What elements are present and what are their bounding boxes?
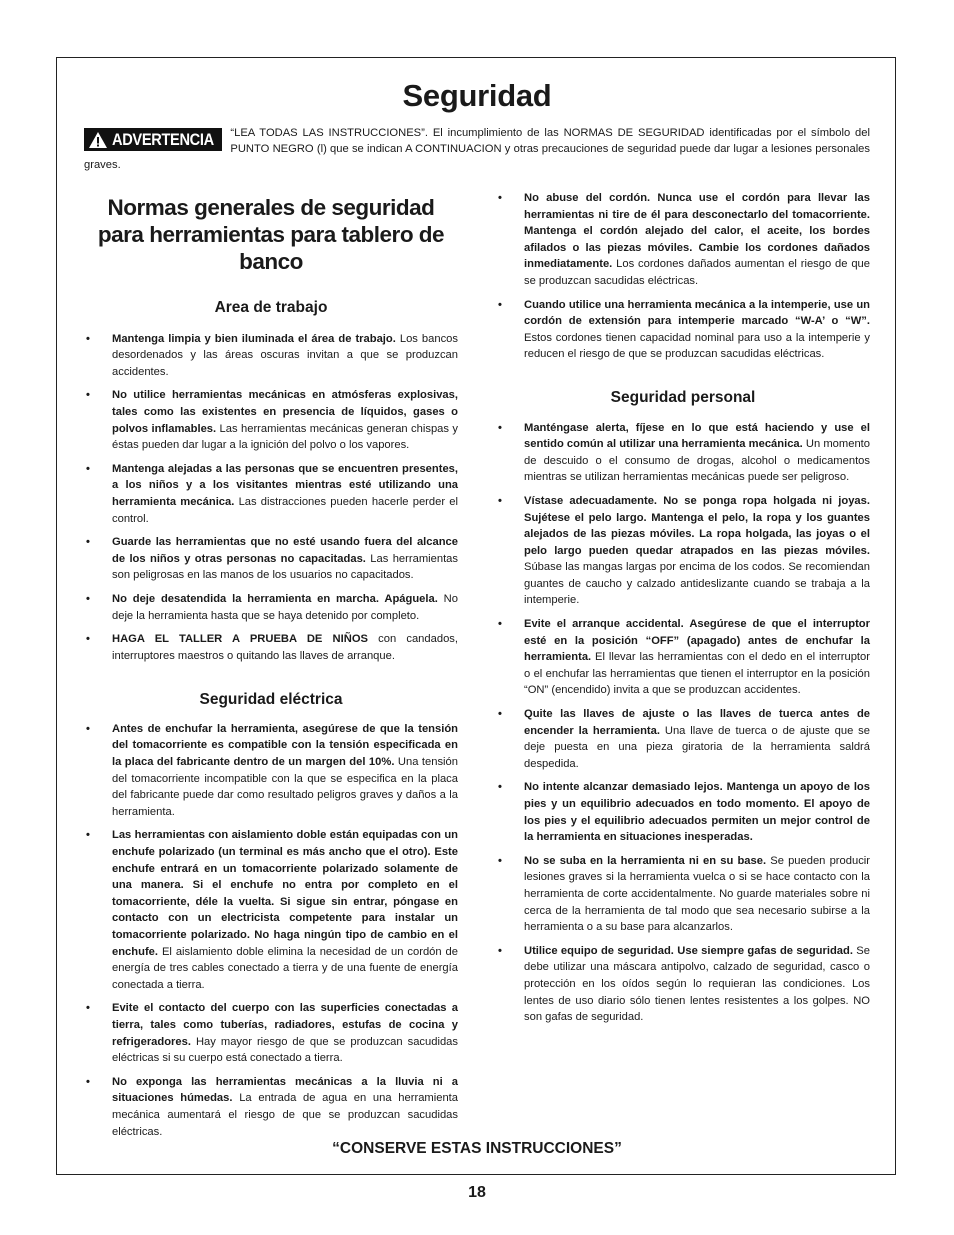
item-text: Se pueden producir lesiones graves si la herramienta vuelca o si se hace contacto con la herramienta de corte accidentalmente. No guarde materiales sobre ni cerca de la herramienta de tal modo que sea necesario subirse a la herramienta o a su base para alcanzarlos. — [524, 854, 870, 934]
list-item — [496, 297, 870, 363]
item-text: Las herramientas mecánicas generan chispas y éstas pueden dar lugar a la ignición del polvo o los vapores. — [112, 422, 458, 452]
item-text: El llevar las herramientas con el dedo en el interruptor o el enchufar las herramientas que tienen el interruptor en la posición “ON” (encendido) invita a que se produzcan accidentes. — [524, 651, 870, 697]
warning-triangle-icon — [88, 131, 108, 149]
warning-text: “LEA TODAS LAS INSTRUCCIONES”. El incumplimiento de las NORMAS DE SEGURIDAD identificadas por el símbolo del PUNTO NEGRO (l) que se indican A CONTINUACION y otras precauciones de seguridad puede dar lugar a lesiones personales graves. — [84, 127, 870, 171]
item-bold-text: Cuando utilice una herramienta mecánica a la intemperie, use un cordón de extensión para intemperie marcado “W-A’ o “W”. — [524, 298, 870, 328]
personal-title: Seguridad personal — [610, 388, 756, 406]
item-bold-text: No deje desatendida la herramienta en marcha. Apáguela. — [112, 592, 438, 605]
bullet-icon: • — [498, 781, 502, 794]
right-column — [496, 190, 870, 1026]
list-item — [84, 827, 458, 993]
item-text: Un momento de descuido o el consumo de drogas, alcohol o medicamentos mientras se utilizan herramientas mecánicas puede ser peligroso. — [524, 438, 870, 484]
item-bold-text: Antes de enchufar la herramienta, asegúrese de que la tensión del tomacorriente es compatible con la tensión especificada en la placa del fabricante dentro de un margen del 10%. — [112, 722, 458, 769]
item-bold-text: HAGA EL TALLER A PRUEBA DE NIÑOS — [112, 633, 368, 646]
item-text: Las distracciones pueden hacerle perder el control. — [112, 495, 458, 525]
bullet-icon: • — [498, 854, 502, 867]
item-bold-text: No utilice herramientas mecánicas en atmósferas explosivas, tales como las existentes en presencia de líquidos, gases o polvos inflamables. — [112, 389, 458, 435]
bullet-icon: • — [86, 1075, 90, 1088]
left-column — [84, 190, 458, 1140]
item-text: Se debe utilizar una máscara antipolvo, calzado de seguridad, casco o protección en los oídos según lo requieran las condiciones. Los lentes de uso diario sólo tienen lentes resistentes a los golpes. NO son gafas de seguridad. — [524, 944, 870, 1024]
list-item — [84, 1000, 458, 1066]
list-item — [84, 721, 458, 821]
bullet-icon: • — [498, 421, 502, 434]
item-bold-text: Manténgase alerta, fíjese en lo que está haciendo y use el sentido común al utilizar una herramienta mecánica. — [524, 421, 870, 451]
list-item — [84, 461, 458, 527]
list-item — [84, 534, 458, 584]
item-text: Los bancos desordenados y las áreas oscuras invitan a que se produzcan accidentes. — [112, 332, 458, 378]
item-bold-text: Guarde las herramientas que no esté usando fuera del alcance de los niños y otras personas no capacitadas. — [112, 536, 458, 565]
bullet-icon: • — [498, 618, 502, 631]
item-bold-text: No exponga las herramientas mecánicas a la lluvia ni a situaciones húmedas. — [112, 1075, 458, 1105]
list-item — [496, 420, 870, 486]
page-number: 18 — [468, 1184, 486, 1201]
item-bold-text: Evite el contacto del cuerpo con las superficies conectadas a tierra, tales como tuberías, radiadores, estufas de cocina y refrigeradores. — [112, 1002, 458, 1048]
work-area-title: Area de trabajo — [214, 299, 328, 316]
item-bold-text: Mantenga alejadas a las personas que se encuentren presentes, a los niños y a los visitantes mientras esté utilizando una herramienta mecánica. — [112, 462, 458, 508]
electrical-list — [84, 721, 458, 1140]
item-bold-text: Evite el arranque accidental. Asegúrese de que el interruptor esté en la posición “OFF” (apagado) antes de enchufar la herramienta. — [524, 618, 870, 664]
list-item — [84, 387, 458, 453]
bullet-icon: • — [86, 536, 90, 549]
item-text: con candados, interruptores maestros o quitando las llaves de arranque. — [112, 633, 458, 662]
bullet-icon: • — [86, 633, 90, 646]
item-text: Una tensión del tomacorriente incompatible con la que se especifica en la placa del fabricante puede dar como resultado peligros graves y daños a la herramienta. — [112, 756, 458, 818]
item-bold-text: No abuse del cordón. Nunca use el cordón para llevar las herramientas ni tire de él para desconectarlo del tomacorriente. Mantenga el cordón alejado del calor, el aceite, los bordes afilados o las piezas móviles. Cambie los cordones dañados inmediatamente. — [524, 192, 870, 271]
list-item — [496, 779, 870, 845]
bullet-icon: • — [86, 592, 90, 605]
list-item — [496, 706, 870, 772]
list-item — [496, 616, 870, 699]
bullet-icon: • — [86, 389, 90, 402]
bullet-icon: • — [498, 192, 502, 204]
bullet-icon: • — [498, 494, 502, 507]
bullet-icon: • — [86, 462, 90, 475]
list-item — [496, 190, 870, 290]
list-item — [84, 631, 458, 664]
bullet-icon: • — [86, 1002, 90, 1015]
item-text: La entrada de agua en una herramienta mecánica aumentará el riesgo de que se produzcan sacudidas eléctricas. — [112, 1092, 458, 1138]
bullet-icon: • — [498, 298, 502, 311]
bullet-icon: • — [86, 722, 90, 735]
item-text: Los cordones dañados aumentan el riesgo de que se produzcan sacudidas eléctricas. — [524, 258, 870, 287]
warning-notice — [84, 125, 870, 173]
item-text: Las herramientas son peligrosas en las manos de los usuarios no capacitados. — [112, 552, 459, 582]
warning-badge-label: ADVERTENCIA — [112, 129, 214, 149]
item-bold-text: Mantenga limpia y bien iluminada el área de trabajo. — [112, 332, 396, 345]
list-item — [84, 591, 458, 624]
warning-badge — [84, 128, 222, 151]
bullet-icon: • — [86, 332, 90, 345]
footer-note: “CONSERVE ESTAS INSTRUCCIONES” — [332, 1140, 622, 1157]
item-text: Una llave de tuerca o de ajuste que se deje puesta en una pieza giratoria de la herramienta saldrá despedida. — [524, 724, 870, 770]
list-item — [496, 943, 870, 1026]
item-text: No deje la herramienta hasta que se haya detenido por completo. — [112, 592, 458, 622]
item-text: El aislamiento doble elimina la necesidad de un cordón de energía de tres cables conectado a tierra y de una fuente de energía conectada a tierra. — [112, 945, 458, 991]
item-text: Súbase las mangas largas por encima de los codos. Se recomiendan guantes de caucho y calzado antideslizante cuando se trabaja a la intemperie. — [524, 561, 870, 607]
item-bold-text: No se suba en la herramienta ni en su base. — [524, 854, 767, 867]
item-bold-text: Las herramientas con aislamiento doble están equipadas con un enchufe polarizado (un terminal es más ancho que el otro). Este enchufe entrará en un tomacorriente polarizado solamente de una manera. Si el enchufe no entra por completo en el tomacorriente, déle la vuelta. Si sigue sin entrar, póngase en contacto con un electricista competente para instalar un tomacorriente polarizado. No haga ningún tipo de cambio en el enchufe. — [112, 829, 458, 958]
personal-list — [496, 420, 870, 1026]
list-item — [84, 331, 458, 381]
work-area-list — [84, 331, 458, 665]
bullet-icon: • — [498, 944, 502, 957]
item-text: Hay mayor riesgo de que se produzcan sacudidas eléctricas si su cuerpo está conectado a tierra. — [112, 1035, 458, 1065]
list-item — [496, 493, 870, 609]
electrical-title: Seguridad eléctrica — [199, 691, 343, 709]
item-bold-text: Vístase adecuadamente. No se ponga ropa holgada ni joyas. Sujétese el pelo largo. Mantenga el pelo, la ropa y los guantes alejados de las piezas móviles. La ropa holgada, las joyas o el pelo largo pueden quedar atrapados en las piezas móviles. — [524, 494, 870, 557]
electrical-cont-list — [496, 190, 870, 363]
bullet-icon: • — [498, 708, 502, 721]
section-title: Normas generales de seguridad para herramientas para tablero de banco — [97, 195, 445, 274]
item-bold-text: No intente alcanzar demasiado lejos. Mantenga un apoyo de los pies y un equilibrio adecuados en todo momento. El apoyo de los pies y el equilibrio adecuados permiten un mejor control de la herramienta en situaciones inesperadas. — [524, 781, 870, 844]
item-bold-text: Quite las llaves de ajuste o las llaves de tuerca antes de encender la herramienta. — [524, 708, 870, 737]
list-item — [496, 853, 870, 936]
item-text: Estos cordones tienen capacidad nominal para uso a la intemperie y reducen el riesgo de que se produzcan sacudidas eléctricas. — [524, 331, 870, 361]
page-title: Seguridad — [402, 78, 552, 113]
list-item — [84, 1074, 458, 1140]
bullet-icon: • — [86, 829, 90, 842]
item-bold-text: Utilice equipo de seguridad. Use siempre gafas de seguridad. — [524, 944, 853, 957]
